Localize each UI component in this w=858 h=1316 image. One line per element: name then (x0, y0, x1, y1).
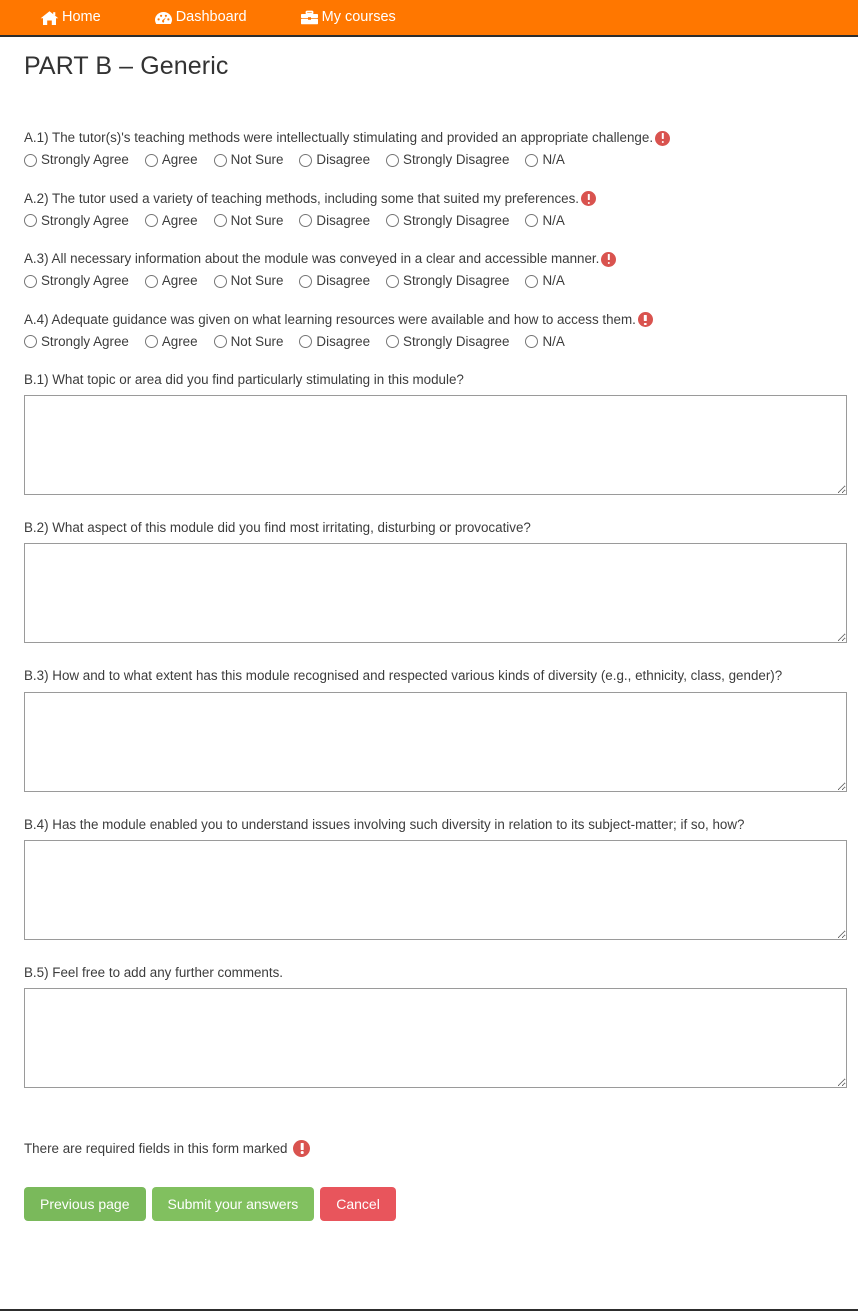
answer-textarea[interactable] (24, 988, 847, 1088)
likert-question-a-4 (24, 311, 838, 349)
radio-option-label: Disagree (316, 333, 371, 349)
radio-option-label: Strongly Disagree (403, 273, 510, 289)
radio-option[interactable] (145, 214, 198, 227)
radio-input[interactable] (386, 275, 399, 288)
likert-questions-container (24, 129, 838, 348)
radio-option[interactable] (525, 274, 564, 287)
radio-input[interactable] (525, 214, 538, 227)
radio-option-label: Not Sure (230, 152, 284, 168)
text-question-b-4 (24, 816, 838, 940)
radio-input[interactable] (214, 275, 227, 288)
likert-question-a-2 (24, 190, 838, 228)
text-question-b-5 (24, 964, 838, 1088)
nav-item-dashboard-label: Dashboard (175, 9, 247, 26)
radio-option-label: N/A (542, 212, 565, 228)
radio-option-label: Agree (161, 333, 198, 349)
text-question-b-1 (24, 371, 838, 495)
exclamation-circle-icon (581, 191, 596, 206)
question-label: A.3) All necessary information about the module was conveyed in a clear and accessible manner. (24, 251, 600, 267)
nav-item-dashboard[interactable] (154, 10, 261, 26)
likert-options (24, 214, 838, 227)
radio-input[interactable] (299, 154, 312, 167)
radio-option-label: Disagree (316, 152, 371, 168)
radio-option-label: Strongly Disagree (403, 152, 510, 168)
submit-answers-button[interactable]: Submit your answers (152, 1187, 315, 1221)
question-label: B.3) How and to what extent has this module recognised and respected various kinds of diversity (e.g., ethnicity, class, gender)? (24, 668, 783, 684)
page-content (0, 51, 858, 1221)
radio-option-label: Strongly Agree (41, 212, 129, 228)
cancel-button[interactable]: Cancel (320, 1187, 396, 1221)
radio-input[interactable] (214, 335, 227, 348)
radio-input[interactable] (525, 335, 538, 348)
radio-option-label: Not Sure (230, 273, 284, 289)
radio-option-label: Agree (161, 273, 198, 289)
radio-option-label: Strongly Disagree (403, 212, 510, 228)
nav-item-my-courses-label: My courses (321, 9, 396, 26)
exclamation-circle-icon (638, 312, 653, 327)
question-label: B.1) What topic or area did you find particularly stimulating in this module? (24, 372, 464, 388)
answer-textarea[interactable] (24, 692, 847, 792)
radio-option-label: Agree (161, 212, 198, 228)
question-label: A.1) The tutor(s)'s teaching methods were intellectually stimulating and provided an appropriate challenge. (24, 130, 654, 146)
radio-option-label: Not Sure (230, 212, 284, 228)
radio-input[interactable] (145, 214, 158, 227)
radio-input[interactable] (145, 335, 158, 348)
likert-options (24, 153, 838, 166)
radio-option[interactable] (386, 335, 509, 348)
exclamation-circle-icon (655, 131, 670, 146)
radio-input[interactable] (386, 214, 399, 227)
answer-textarea[interactable] (24, 840, 847, 940)
radio-option[interactable] (145, 153, 198, 166)
top-navigation-bar (0, 0, 858, 37)
likert-question-a-1 (24, 129, 838, 167)
question-label: B.2) What aspect of this module did you find most irritating, disturbing or provocative? (24, 520, 531, 536)
radio-option-label: Not Sure (230, 333, 284, 349)
question-text (24, 129, 838, 147)
question-text (24, 311, 838, 329)
text-question-b-3 (24, 667, 838, 791)
answer-textarea[interactable] (24, 543, 847, 643)
radio-option[interactable] (386, 153, 509, 166)
text-questions-container (24, 371, 838, 1087)
radio-input[interactable] (299, 335, 312, 348)
radio-option[interactable] (24, 214, 129, 227)
likert-question-a-3 (24, 250, 838, 288)
form-action-buttons (24, 1187, 838, 1221)
radio-input[interactable] (386, 335, 399, 348)
radio-option[interactable] (214, 335, 284, 348)
likert-options (24, 274, 838, 287)
radio-option-label: Strongly Agree (41, 333, 129, 349)
radio-option[interactable] (214, 214, 284, 227)
radio-option[interactable] (214, 274, 284, 287)
likert-options (24, 335, 838, 348)
radio-input[interactable] (525, 275, 538, 288)
question-label: B.5) Feel free to add any further comments. (24, 964, 284, 980)
question-label: A.2) The tutor used a variety of teaching methods, including some that suited my preferences. (24, 190, 580, 206)
exclamation-circle-icon (601, 252, 616, 267)
radio-option[interactable] (24, 335, 129, 348)
nav-item-my-courses[interactable] (300, 10, 410, 26)
question-label: A.4) Adequate guidance was given on what learning resources were available and how to access them. (24, 311, 636, 327)
question-text (24, 250, 838, 268)
radio-option[interactable] (299, 274, 370, 287)
radio-input[interactable] (24, 214, 37, 227)
radio-input[interactable] (214, 214, 227, 227)
page-title: PART B – Generic (24, 52, 229, 80)
tachometer-icon (154, 10, 173, 26)
radio-option[interactable] (299, 335, 370, 348)
radio-option-label: Strongly Agree (41, 273, 129, 289)
required-fields-note (24, 1140, 838, 1157)
radio-input[interactable] (24, 275, 37, 288)
feedback-form (24, 129, 838, 1221)
answer-textarea[interactable] (24, 395, 847, 495)
radio-option[interactable] (386, 274, 509, 287)
radio-option[interactable] (145, 274, 198, 287)
question-label: B.4) Has the module enabled you to understand issues involving such diversity in relation to its subject-matter; if so, how? (24, 816, 745, 832)
radio-input[interactable] (299, 214, 312, 227)
radio-input[interactable] (145, 154, 158, 167)
nav-item-home[interactable] (40, 10, 115, 26)
text-question-b-2 (24, 519, 838, 643)
radio-input[interactable] (386, 154, 399, 167)
radio-option-label: N/A (542, 273, 565, 289)
radio-option-label: N/A (542, 152, 565, 168)
radio-option[interactable] (145, 335, 198, 348)
radio-option-label: Agree (161, 152, 198, 168)
radio-input[interactable] (214, 154, 227, 167)
radio-option-label: Strongly Disagree (403, 333, 510, 349)
nav-item-home-label: Home (62, 9, 101, 26)
radio-option-label: N/A (542, 333, 565, 349)
radio-input[interactable] (299, 275, 312, 288)
radio-option-label: Disagree (316, 273, 371, 289)
page-bottom-bar (0, 1309, 858, 1316)
required-fields-note-text: There are required fields in this form marked (24, 1140, 288, 1156)
radio-input[interactable] (24, 154, 37, 167)
radio-option-label: Disagree (316, 212, 371, 228)
radio-option[interactable] (525, 153, 564, 166)
previous-page-button[interactable]: Previous page (24, 1187, 146, 1221)
radio-option[interactable] (24, 153, 129, 166)
question-text (24, 190, 838, 208)
radio-option[interactable] (24, 274, 129, 287)
exclamation-circle-icon (293, 1140, 310, 1157)
radio-input[interactable] (145, 275, 158, 288)
radio-option[interactable] (214, 153, 284, 166)
radio-option-label: Strongly Agree (41, 152, 129, 168)
radio-option[interactable] (386, 214, 509, 227)
briefcase-icon (300, 10, 319, 26)
radio-option[interactable] (299, 214, 370, 227)
radio-input[interactable] (24, 335, 37, 348)
home-icon (40, 10, 59, 26)
radio-option[interactable] (299, 153, 370, 166)
radio-option[interactable] (525, 335, 564, 348)
radio-option[interactable] (525, 214, 564, 227)
radio-input[interactable] (525, 154, 538, 167)
